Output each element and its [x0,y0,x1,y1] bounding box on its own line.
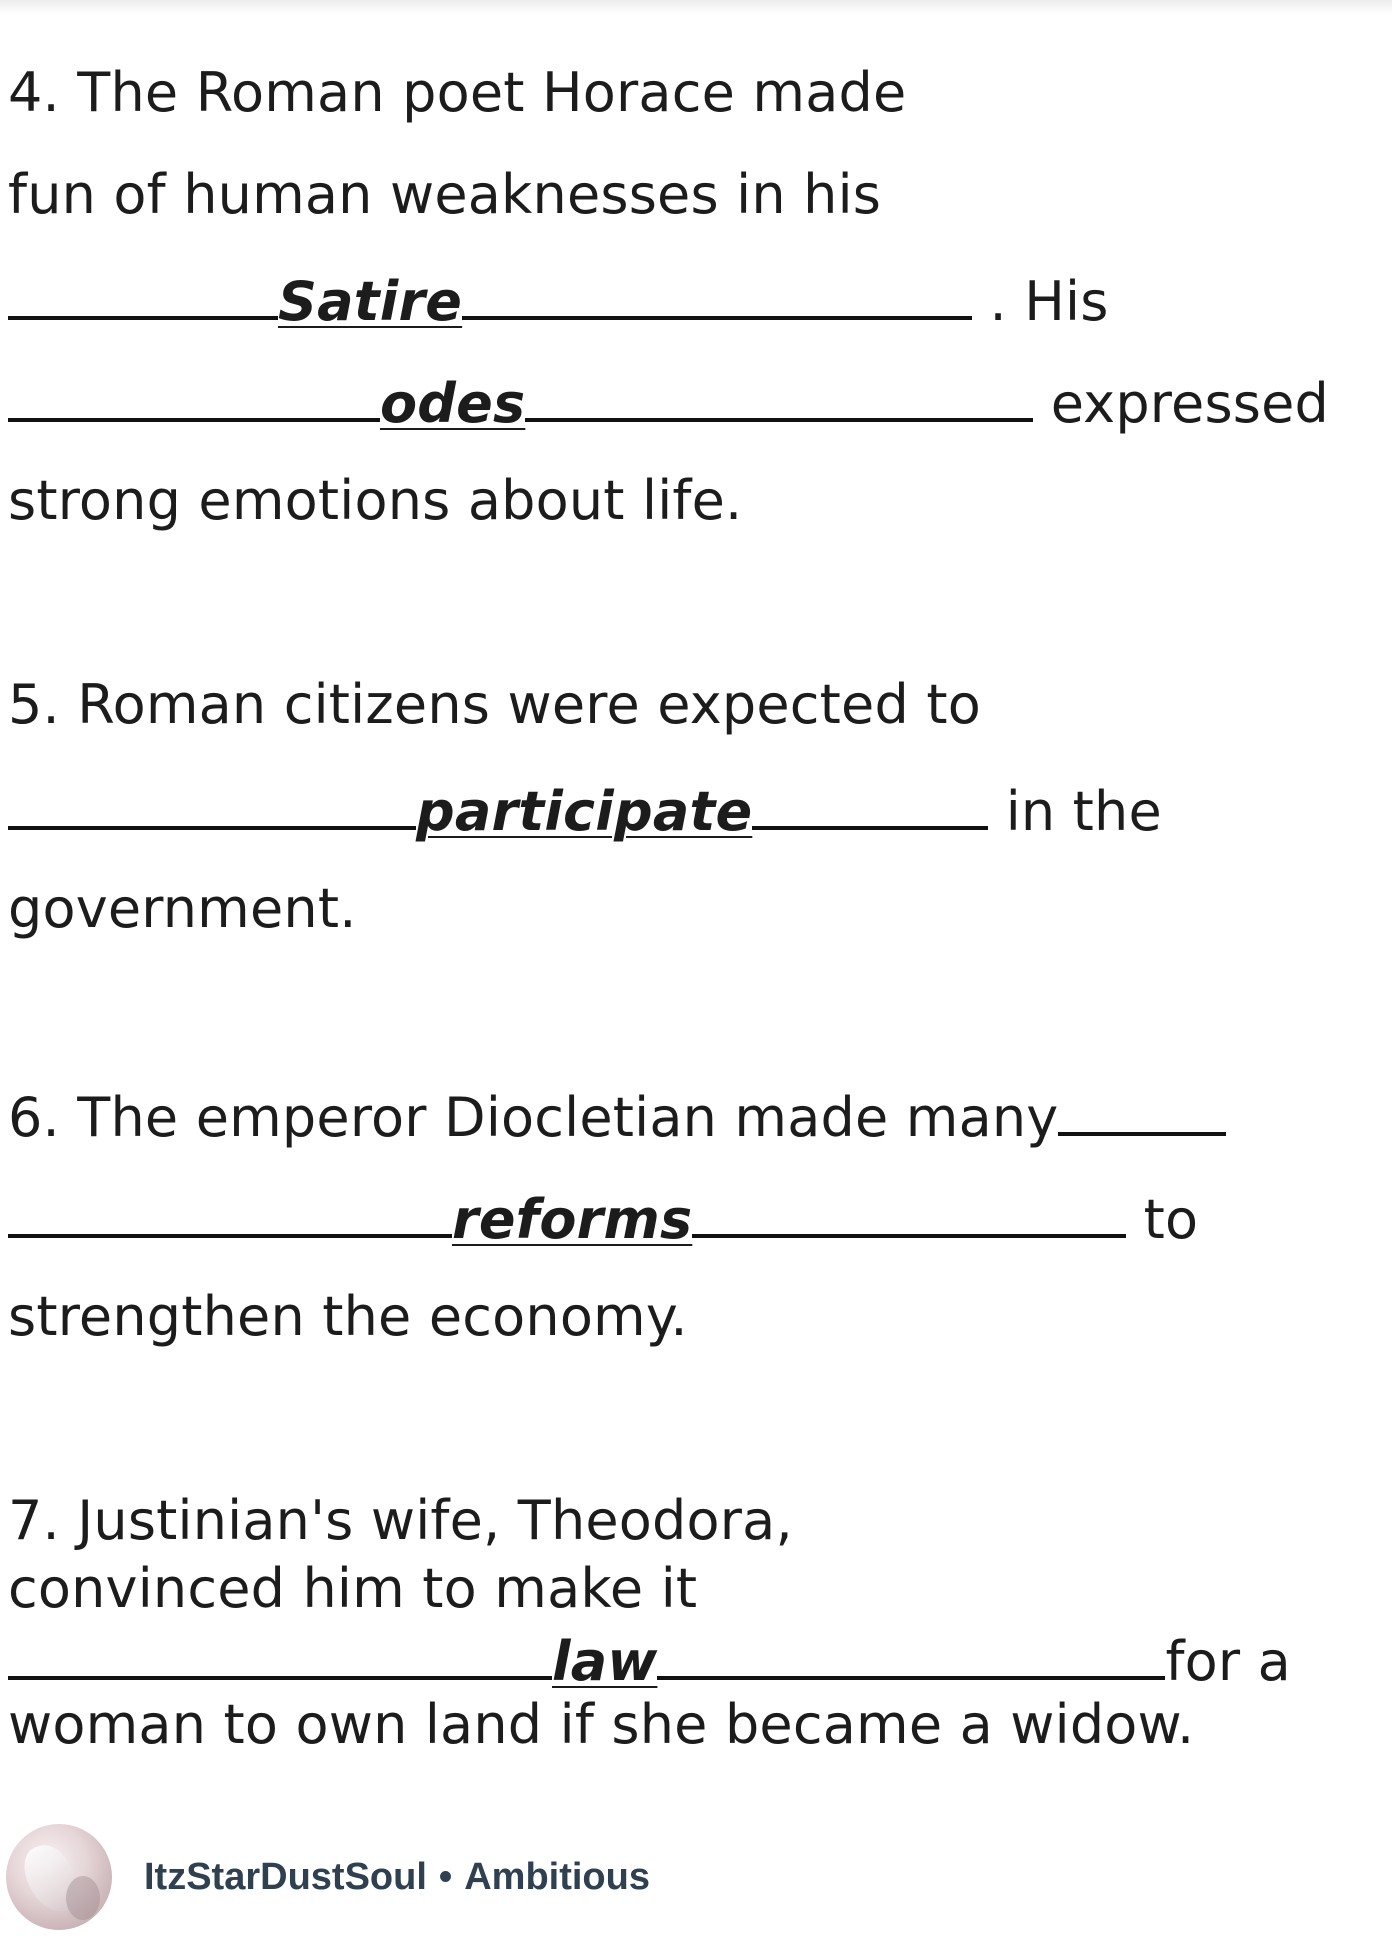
question-4-text-4: expressed [1050,372,1330,435]
question-4-line-3 [8,262,1109,337]
question-7-text-4: woman to own land if she became a widow. [8,1693,1195,1756]
question-5-text-3: government. [8,877,357,940]
question-7-text-3: for a [1165,1630,1291,1693]
answer-satire: Satire [278,270,463,333]
blank-line [8,364,380,422]
user-rank: Ambitious [464,1855,650,1898]
question-4-text-2: fun of human weaknesses in his [8,163,882,226]
question-6-line-2 [8,1180,1198,1255]
question-6-text-3: strengthen the economy. [8,1285,688,1348]
question-5-number: 5. [8,673,60,736]
question-4-line-5 [8,466,742,536]
answer-reforms: reforms [452,1188,693,1251]
question-7-text-2: convinced him to make it [8,1557,698,1620]
question-5-line-2 [8,772,1162,847]
blank-line [692,1180,1126,1238]
question-7-text-1: Justinian's wife, Theodora, [77,1489,793,1552]
blank-line [8,1622,552,1680]
blank-line [525,364,1033,422]
question-6-text-2: to [1143,1188,1199,1251]
avatar[interactable] [6,1824,112,1930]
question-7-line-2 [8,1554,697,1624]
question-5-text-1: Roman citizens were expected to [77,673,981,736]
question-4-number: 4. [8,61,60,124]
username-link[interactable]: ItzStarDustSoul [144,1855,427,1898]
blank-line [1058,1078,1226,1136]
question-7-line-4 [8,1690,1194,1760]
question-5-text-2: in the [1005,780,1162,843]
answer-law: law [552,1630,658,1693]
top-shadow-bar [0,0,1392,14]
question-4-line-2 [8,160,881,230]
answer-odes: odes [380,372,526,435]
question-4-text-3: . His [989,270,1109,333]
answer-participate: participate [416,780,753,843]
question-7-line-1 [8,1486,793,1556]
blank-line [8,262,278,320]
blank-line [462,262,972,320]
question-5-line-1 [8,670,981,740]
blank-line [8,772,416,830]
blank-line [752,772,988,830]
question-5-line-3 [8,874,357,944]
question-6-text-1: The emperor Diocletian made many [77,1086,1059,1149]
question-4-text-5: strong emotions about life. [8,469,743,532]
separator-dot: • [438,1855,453,1898]
question-6-number: 6. [8,1086,60,1149]
question-4-line-1 [8,58,906,128]
question-4-text-1: The Roman poet Horace made [77,61,907,124]
blank-line [8,1180,452,1238]
answer-author [6,1822,650,1932]
question-6-line-3 [8,1282,688,1352]
blank-line [657,1622,1165,1680]
question-7-number: 7. [8,1489,60,1552]
question-4-line-4 [8,364,1329,439]
question-6-line-1 [8,1078,1226,1153]
question-7-line-3 [8,1622,1291,1697]
